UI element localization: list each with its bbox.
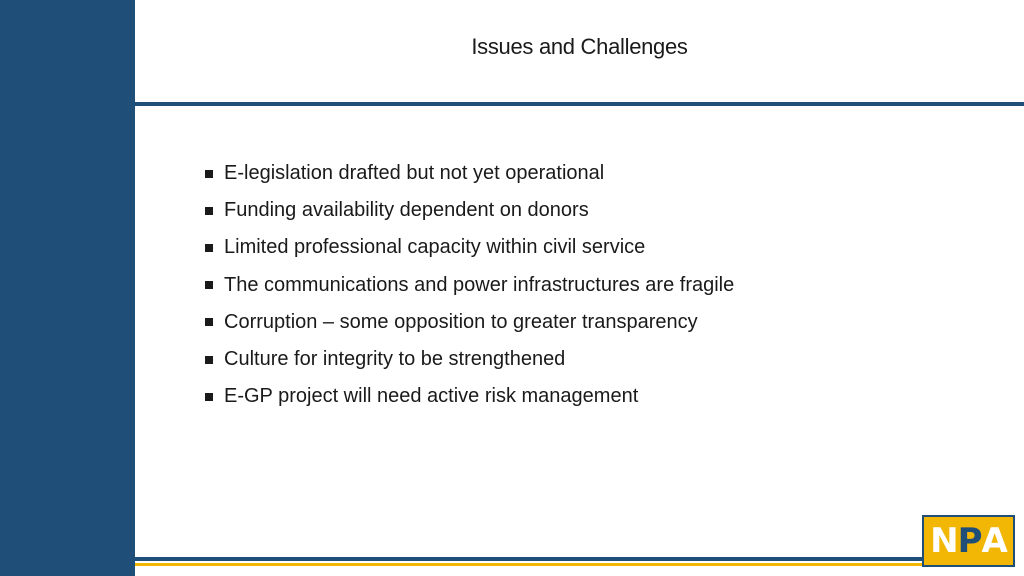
bullet-text: E-GP project will need active risk management <box>224 385 639 408</box>
list-item <box>205 229 734 266</box>
left-sidebar-band <box>0 0 135 576</box>
list-item <box>205 192 734 229</box>
logo-letter-p: P <box>957 521 982 561</box>
square-bullet-icon <box>205 356 213 364</box>
square-bullet-icon <box>205 318 213 326</box>
square-bullet-icon <box>205 170 213 178</box>
title-divider <box>135 102 1024 106</box>
bullet-text: E-legislation drafted but not yet operational <box>224 162 605 185</box>
slide-title: Issues and Challenges <box>471 34 688 59</box>
logo-letter-a: A <box>981 521 1007 561</box>
list-item <box>205 378 734 415</box>
bullet-text: Corruption – some opposition to greater transparency <box>224 310 698 333</box>
bullet-list <box>205 155 734 415</box>
square-bullet-icon <box>205 393 213 401</box>
npa-logo <box>922 515 1015 567</box>
footer-gold-rule <box>135 563 924 566</box>
bullet-text: Funding availability dependent on donors <box>224 199 589 222</box>
bullet-text: The communications and power infrastructures are fragile <box>224 273 735 296</box>
list-item <box>205 155 734 192</box>
bullet-text: Limited professional capacity within civil service <box>224 236 646 259</box>
list-item <box>205 341 734 378</box>
square-bullet-icon <box>205 207 213 215</box>
list-item <box>205 267 734 304</box>
logo-letter-n: N <box>930 521 958 561</box>
bullet-text: Culture for integrity to be strengthened <box>224 348 566 371</box>
list-item <box>205 304 734 341</box>
footer-blue-rule <box>135 557 924 561</box>
square-bullet-icon <box>205 281 213 289</box>
square-bullet-icon <box>205 244 213 252</box>
